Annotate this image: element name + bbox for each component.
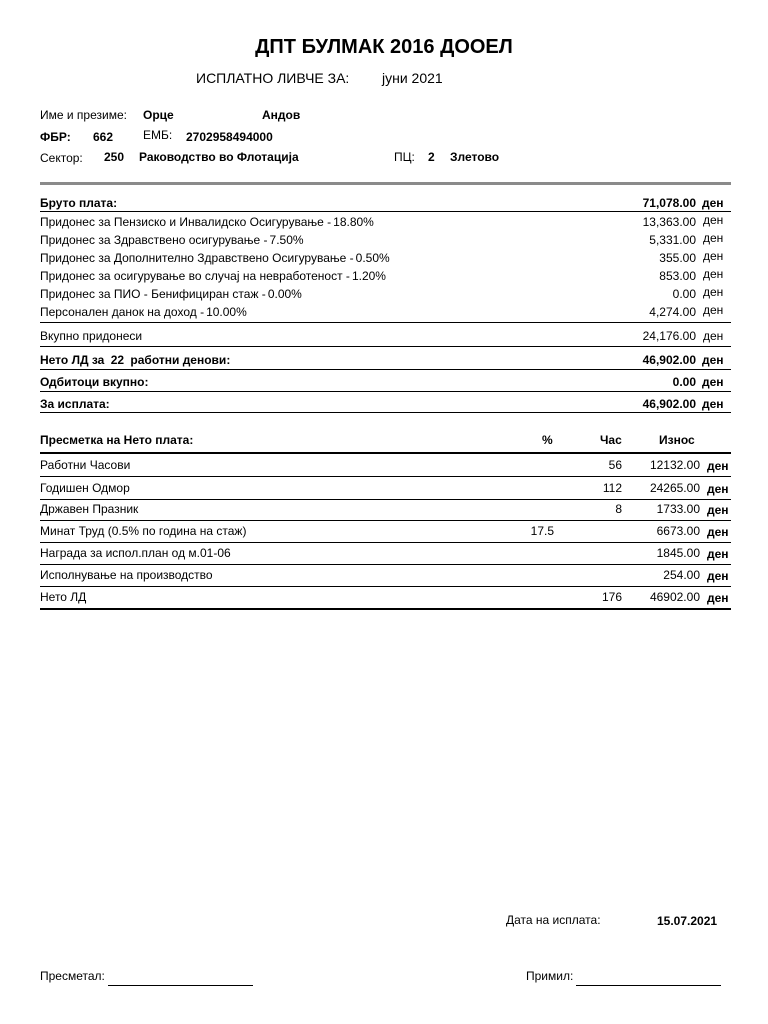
net-amount: 46,902.00 [642,353,696,367]
net-calc-row-underline [40,586,731,587]
net-underline [40,369,731,370]
pc-label: ПЦ: [394,150,415,164]
net-calc-row-currency: ден [707,547,729,561]
net-calc-row-currency: ден [707,569,729,583]
net-calc-row-currency: ден [707,482,729,496]
gross-underline [40,211,731,212]
net-calc-col-hours: Час [600,433,622,447]
contribution-label [40,287,302,301]
net-calc-row-underline [40,564,731,565]
contribution-label [40,215,374,229]
net-calc-row-currency: ден [707,503,729,517]
contribution-rate: 1.20% [351,269,386,283]
net-calc-row-label: Исполнување на производство [40,568,213,582]
net-calc-row-percent: 17.5 [530,524,554,538]
to-pay-label: За исплата: [40,397,110,411]
net-calc-row-label: Годишен Одмор [40,481,130,495]
contribution-amount: 5,331.00 [649,233,696,247]
gross-currency: ден [702,196,724,210]
net-calc-row-underline [40,476,731,477]
net-calc-row-amount: 46902.00 [649,590,700,604]
contribution-amount: 853.00 [659,269,696,283]
net-calc-row-amount: 1845.00 [656,546,700,560]
contribution-currency: ден [703,213,724,227]
employee-first-name: Орце [143,108,174,122]
received-signature-line [576,985,721,986]
net-calc-row-underline [40,499,731,500]
contribution-amount: 355.00 [659,251,696,265]
to-pay-underline [40,412,731,413]
net-calc-row-underline [40,542,731,543]
net-calc-row-label: Работни Часови [40,458,131,472]
contribution-rate: 10.00% [206,305,247,319]
gross-amount: 71,078.00 [642,196,696,210]
contribution-rate: 18.80% [333,215,374,229]
total-contributions-currency: ден [703,329,724,343]
to-pay-currency: ден [702,397,724,411]
net-calc-row-amount: 12132.00 [649,458,700,472]
contribution-currency: ден [703,303,724,317]
deductions-amount: 0.00 [672,375,696,389]
net-calc-header-underline [40,452,731,454]
contribution-amount: 0.00 [672,287,696,301]
contributions-underline [40,322,731,323]
prepared-signature-line [108,985,253,986]
net-calc-row-hours: 112 [602,481,622,495]
gross-label: Бруто плата: [40,196,118,210]
header-divider [40,182,731,185]
net-label [40,353,230,367]
contribution-amount: 4,274.00 [649,305,696,319]
net-calc-row-amount: 254.00 [663,568,700,582]
net-calc-row-currency: ден [707,459,729,473]
net-label-suffix: работни денови: [130,353,231,367]
net-calc-row-amount: 6673.00 [656,524,700,538]
contribution-label [40,251,390,265]
contribution-label [40,233,304,247]
net-calc-col-amount: Износ [659,433,695,447]
sector-name: Раководство во Флотација [139,150,299,164]
contribution-name: Придонес за Дополнително Здравствено Осигурување - [40,251,354,265]
payslip-period: јуни 2021 [382,70,443,86]
received-label: Примил: [526,969,574,983]
contribution-name: Придонес за осигурување во случај на невработеност - [40,269,350,283]
net-calc-row-underline [40,608,731,610]
contribution-currency: ден [703,267,724,281]
total-contributions-label: Вкупно придонеси [40,329,143,343]
contribution-name: Придонес за ПИО - Бенифициран стаж - [40,287,266,301]
contribution-currency: ден [703,285,724,299]
contribution-rate: 7.50% [269,233,304,247]
net-calc-row-label: Државен Празник [40,502,139,516]
net-calc-row-hours: 176 [601,590,622,604]
contribution-name: Придонес за Здравствено осигурување - [40,233,268,247]
net-calc-row-amount: 1733.00 [656,502,700,516]
net-calc-row-label: Нето ЛД [40,590,87,604]
emb-label: ЕМБ: [143,128,173,142]
net-calc-row-hours: 8 [615,502,622,516]
employee-last-name: Андов [262,108,301,122]
prepared-label: Пресметал: [40,969,105,983]
sector-code: 250 [104,150,125,164]
pay-date: 15.07.2021 [657,914,718,928]
contribution-amount: 13,363.00 [642,215,696,229]
net-calc-row-amount: 24265.00 [649,481,700,495]
contribution-currency: ден [703,231,724,245]
net-calc-row-underline [40,520,731,521]
pc-name: Злетово [450,150,500,164]
name-label: Име и презиме: [40,108,127,122]
to-pay-amount: 46,902.00 [642,397,696,411]
fbr-value: 662 [93,130,114,144]
sector-label: Сектор: [40,151,83,165]
payslip-label: ИСПЛАТНО ЛИВЧЕ ЗА: [196,70,350,86]
deductions-underline [40,391,731,392]
contribution-currency: ден [703,249,724,263]
total-contributions-amount: 24,176.00 [642,329,696,343]
net-calc-row-label: Минат Труд (0.5% по година на стаж) [40,524,247,538]
net-currency: ден [702,353,724,367]
contribution-label [40,305,247,319]
contribution-name: Придонес за Пензиско и Инвалидско Осигурување - [40,215,332,229]
contribution-name: Персонален данок на доход - [40,305,205,319]
net-calc-row-currency: ден [707,591,729,605]
company-title: ДПТ БУЛМАК 2016 ДООЕЛ [255,36,513,58]
net-calc-title: Пресметка на Нето плата: [40,433,194,447]
pay-date-label: Дата на исплата: [506,913,601,927]
net-days: 22 [110,353,125,367]
net-label-prefix: Нето ЛД за [40,353,105,367]
pc-code: 2 [428,150,435,164]
net-calc-col-percent: % [542,433,553,447]
total-underline [40,346,731,347]
deductions-currency: ден [702,375,724,389]
contribution-rate: 0.50% [355,251,390,265]
emb-value: 2702958494000 [186,130,273,144]
net-calc-row-label: Награда за испол.план од м.01-06 [40,546,231,560]
fbr-label: ФБР: [40,130,71,144]
contribution-label [40,269,386,283]
net-calc-row-currency: ден [707,525,729,539]
net-calc-row-hours: 56 [608,458,622,472]
deductions-label: Одбитоци вкупно: [40,375,149,389]
contribution-rate: 0.00% [267,287,302,301]
